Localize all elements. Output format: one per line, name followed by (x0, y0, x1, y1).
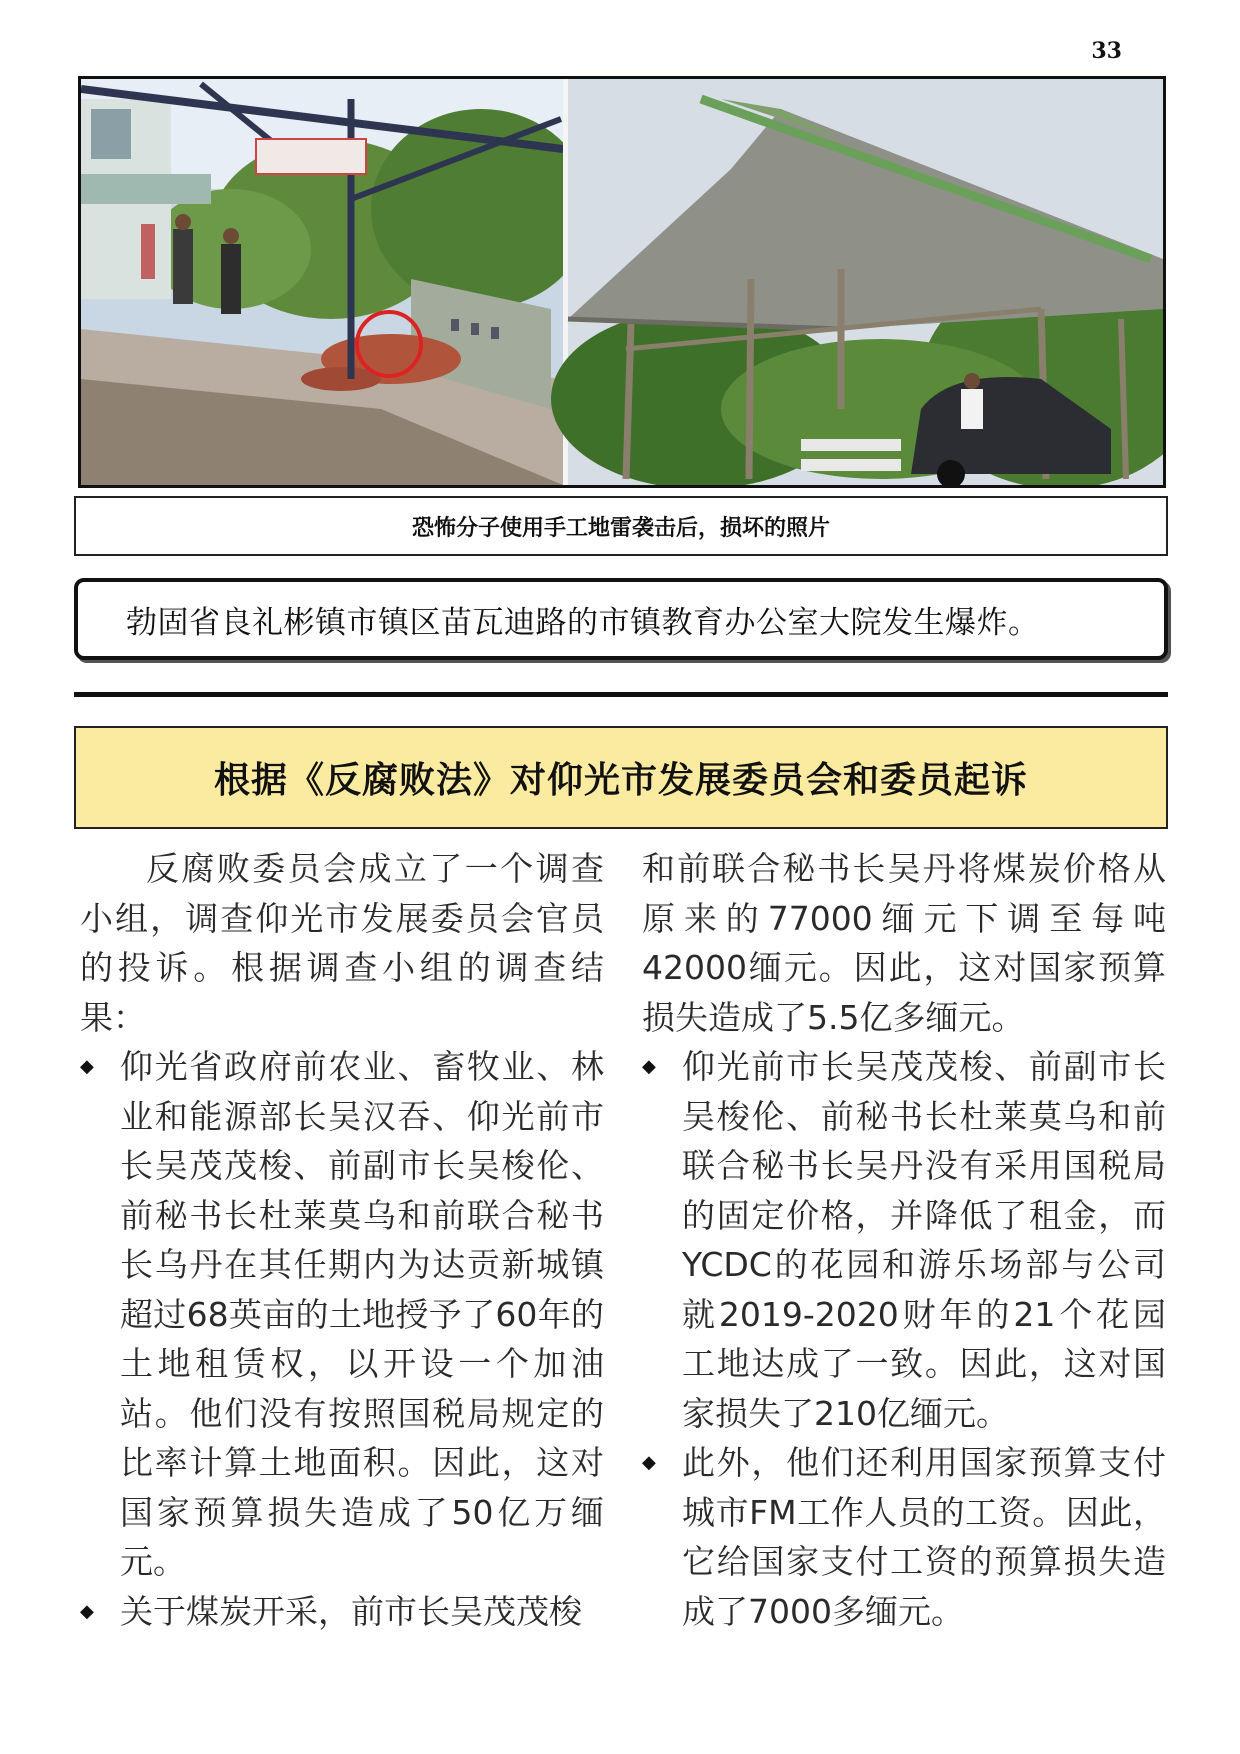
bullet-item (80, 1587, 604, 1637)
page-number: 33 (1091, 38, 1122, 64)
bullet-text: 关于煤炭开采，前市长吴茂茂梭 (120, 1591, 582, 1631)
bullet-diamond-icon: ◆ (642, 1056, 656, 1077)
article-column-left (80, 844, 604, 1636)
article-title: 根据《反腐败法》对仰光市发展委员会和委员起诉 (213, 760, 1028, 801)
section-divider (74, 692, 1168, 697)
bullet-text: 仰光前市长吴茂茂梭、前副市长吴梭伦、前秘书长杜莱莫乌和前联合秘书长吴丹没有采用国税局的固定价格，并降低了租金，而YCDC的花园和游乐场部与公司就2019-2020财年的21个花园工地达成了一致。因此，这对国家损失了210亿缅元。 (682, 1047, 1166, 1433)
article-intro: 反腐败委员会成立了一个调查小组，调查仰光市发展委员会官员的投诉。根据调查小组的调查结果： (80, 849, 604, 1037)
right-photo-damaged-shed (551, 79, 1163, 485)
incident-headline-text: 勃固省良礼彬镇市镇区苗瓦迪路的市镇教育办公室大院发生爆炸。 (126, 604, 1040, 641)
photo-panel (78, 76, 1166, 488)
bullet-item (642, 1438, 1166, 1636)
bullet-continuation: 和前联合秘书长吴丹将煤炭价格从原来的77000缅元下调至每吨42000缅元。因此，这对国家预算损失造成了5.5亿多缅元。 (642, 849, 1166, 1037)
bullet-diamond-icon: ◆ (80, 1056, 94, 1077)
bullet-diamond-icon: ◆ (80, 1600, 94, 1622)
bullet-diamond-icon: ◆ (642, 1452, 656, 1473)
left-photo-damaged-wall (81, 79, 591, 485)
bullet-item (80, 1042, 604, 1587)
article-column-right (642, 844, 1166, 1636)
bullet-text: 仰光省政府前农业、畜牧业、林业和能源部长吴汉吞、仰光前市长吴茂茂梭、前副市长吴梭伦、前秘书长杜莱莫乌和前联合秘书长乌丹在其任期内为达贡新城镇超过68英亩的土地授予了60年的土地租赁权，以开设一个加油站。他们没有按照国税局规定的比率计算土地面积。因此，这对国家预算损失造成了50亿万缅元。 (120, 1047, 604, 1581)
bullet-item (642, 1042, 1166, 1438)
article-title-box (74, 726, 1168, 829)
bullet-text: 此外，他们还利用国家预算支付城市FM工作人员的工资。因此，它给国家支付工资的预算损失造成了7000多缅元。 (682, 1443, 1166, 1631)
photo-caption-text: 恐怖分子使用手工地雷袭击后，损坏的照片 (411, 515, 830, 541)
incident-headline (74, 578, 1168, 660)
photo-caption (74, 496, 1168, 556)
